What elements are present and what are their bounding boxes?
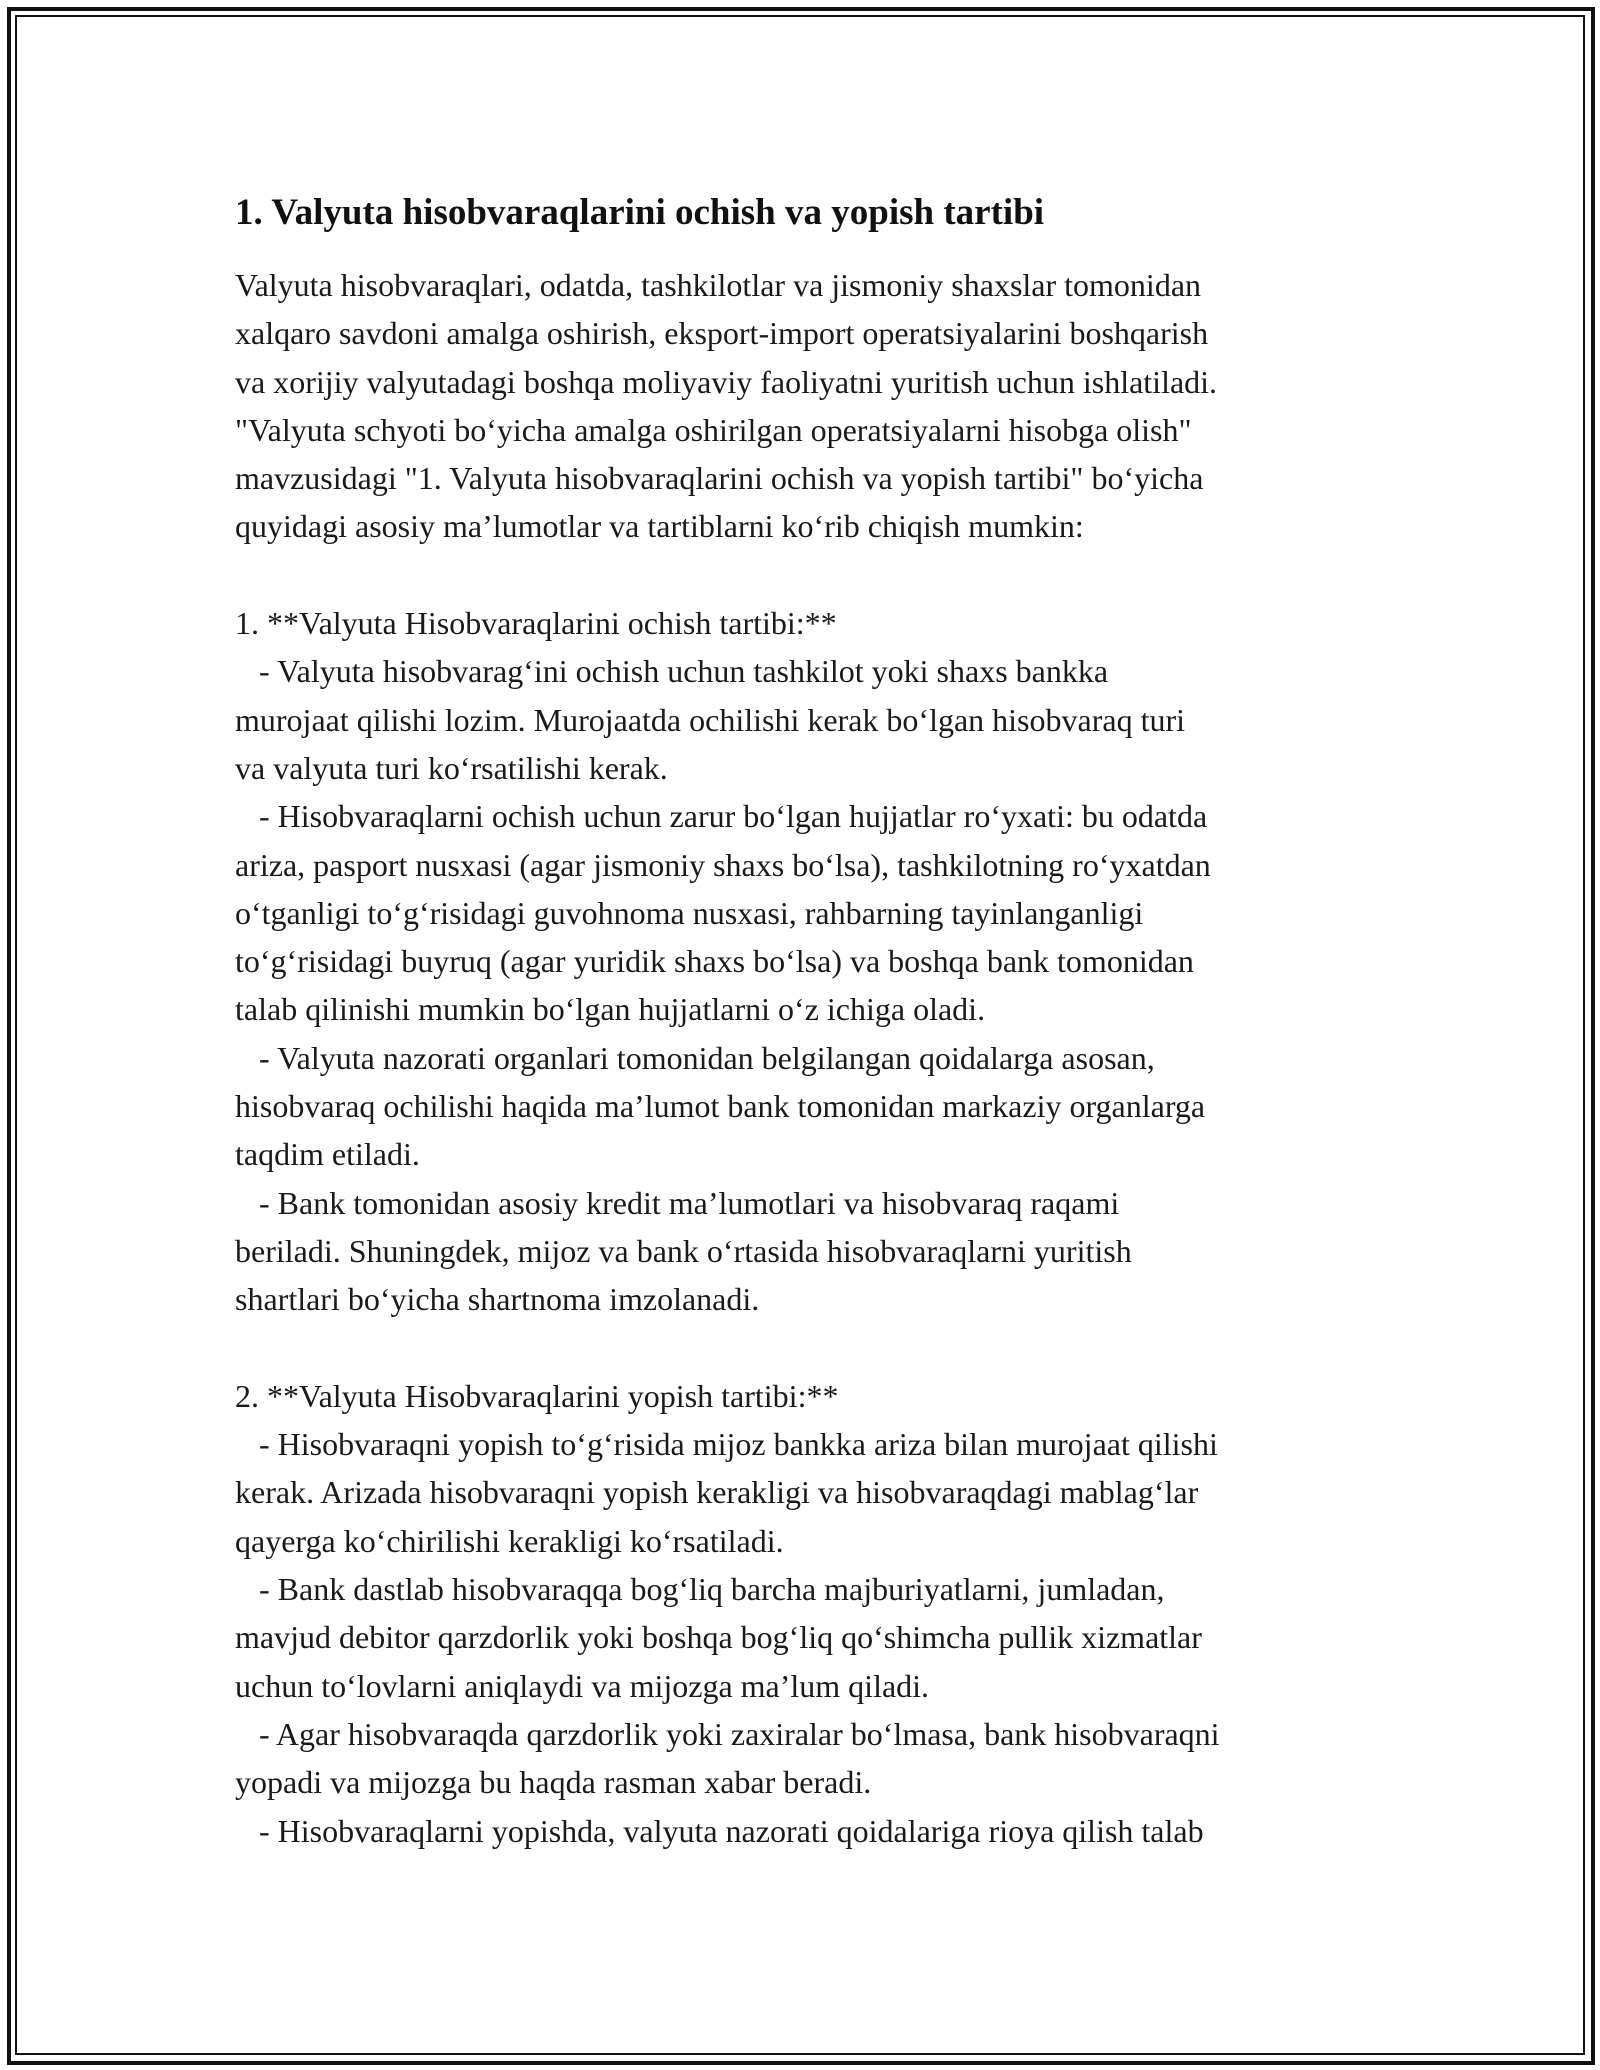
section-heading: 1. Valyuta hisobvaraqlarini ochish va yopish tartibi bbox=[235, 192, 1045, 233]
text-line: - Bank dastlab hisobvaraqqa bogʻliq barcha majburiyatlarni, jumladan, bbox=[235, 1571, 1165, 1608]
text-line: - Hisobvaraqni yopish toʻgʻrisida mijoz bankka ariza bilan murojaat qilishi bbox=[235, 1426, 1218, 1463]
text-line: xalqaro savdoni amalga oshirish, eksport-import operatsiyalarini boshqarish bbox=[235, 315, 1209, 352]
text-line: toʻgʻrisidagi buyruq (agar yuridik shaxs boʻlsa) va boshqa bank tomonidan bbox=[235, 943, 1194, 980]
text-line: - Agar hisobvaraqda qarzdorlik yoki zaxiralar boʻlmasa, bank hisobvaraqni bbox=[235, 1715, 1220, 1752]
text-line: ariza, pasport nusxasi (agar jismoniy shaxs boʻlsa), tashkilotning roʻyxatdan bbox=[235, 846, 1211, 883]
text-line: beriladi. Shuningdek, mijoz va bank oʻrtasida hisobvaraqlarni yuritish bbox=[235, 1232, 1132, 1269]
text-line: talab qilinishi mumkin boʻlgan hujjatlarni oʻz ichiga oladi. bbox=[235, 991, 986, 1028]
text-line: - Valyuta hisobvaragʻini ochish uchun tashkilot yoki shaxs bankka bbox=[235, 653, 1109, 690]
document-text bbox=[235, 261, 1385, 1855]
text-line: uchun toʻlovlarni aniqlaydi va mijozga maʼlum qiladi. bbox=[235, 1667, 930, 1704]
text-line: va xorijiy valyutadagi boshqa moliyaviy faoliyatni yuritish uchun ishlatiladi. bbox=[235, 363, 1218, 400]
text-line: - Bank tomonidan asosiy kredit maʼlumotlari va hisobvaraq raqami bbox=[235, 1184, 1120, 1221]
text-line: 1. **Valyuta Hisobvaraqlarini ochish tartibi:** bbox=[235, 605, 837, 642]
text-line: oʻtganligi toʻgʻrisidagi guvohnoma nusxasi, rahbarning tayinlanganligi bbox=[235, 894, 1144, 931]
text-line: mavjud debitor qarzdorlik yoki boshqa bogʻliq qoʻshimcha pullik xizmatlar bbox=[235, 1619, 1202, 1656]
text-line: shartlari boʻyicha shartnoma imzolanadi. bbox=[235, 1281, 760, 1318]
text-line: mavzusidagi "1. Valyuta hisobvaraqlarini ochish va yopish tartibi" boʻyicha bbox=[235, 460, 1204, 497]
text-line: taqdim etiladi. bbox=[235, 1136, 420, 1173]
blank-line bbox=[235, 1324, 1385, 1372]
document-body bbox=[235, 185, 1385, 1855]
text-line: 2. **Valyuta Hisobvaraqlarini yopish tartibi:** bbox=[235, 1377, 839, 1414]
text-line: Valyuta hisobvaraqlari, odatda, tashkilotlar va jismoniy shaxslar tomonidan bbox=[235, 267, 1202, 303]
text-line: yopadi va mijozga bu haqda rasman xabar beradi. bbox=[235, 1764, 872, 1801]
text-line: - Hisobvaraqlarni ochish uchun zarur boʻlgan hujjatlar roʻyxati: bu odatda bbox=[235, 798, 1208, 835]
text-line: "Valyuta schyoti boʻyicha amalga oshirilgan operatsiyalarni hisobga olish" bbox=[235, 411, 1192, 448]
text-line: va valyuta turi koʻrsatilishi kerak. bbox=[235, 749, 668, 786]
text-line: murojaat qilishi lozim. Murojaatda ochilishi kerak boʻlgan hisobvaraq turi bbox=[235, 701, 1185, 738]
text-line: kerak. Arizada hisobvaraqni yopish kerakligi va hisobvaraqdagi mablagʻlar bbox=[235, 1474, 1199, 1511]
text-line: - Valyuta nazorati organlari tomonidan belgilangan qoidalarga asosan, bbox=[235, 1039, 1155, 1076]
text-line: quyidagi asosiy maʼlumotlar va tartiblarni koʻrib chiqish mumkin: bbox=[235, 508, 1084, 545]
text-line: - Hisobvaraqlarni yopishda, valyuta nazorati qoidalariga rioya qilish talab bbox=[235, 1812, 1204, 1849]
text-line: qayerga koʻchirilishi kerakligi koʻrsatiladi. bbox=[235, 1522, 784, 1559]
blank-line bbox=[235, 551, 1385, 599]
text-line: hisobvaraq ochilishi haqida maʼlumot bank tomonidan markaziy organlarga bbox=[235, 1088, 1206, 1125]
